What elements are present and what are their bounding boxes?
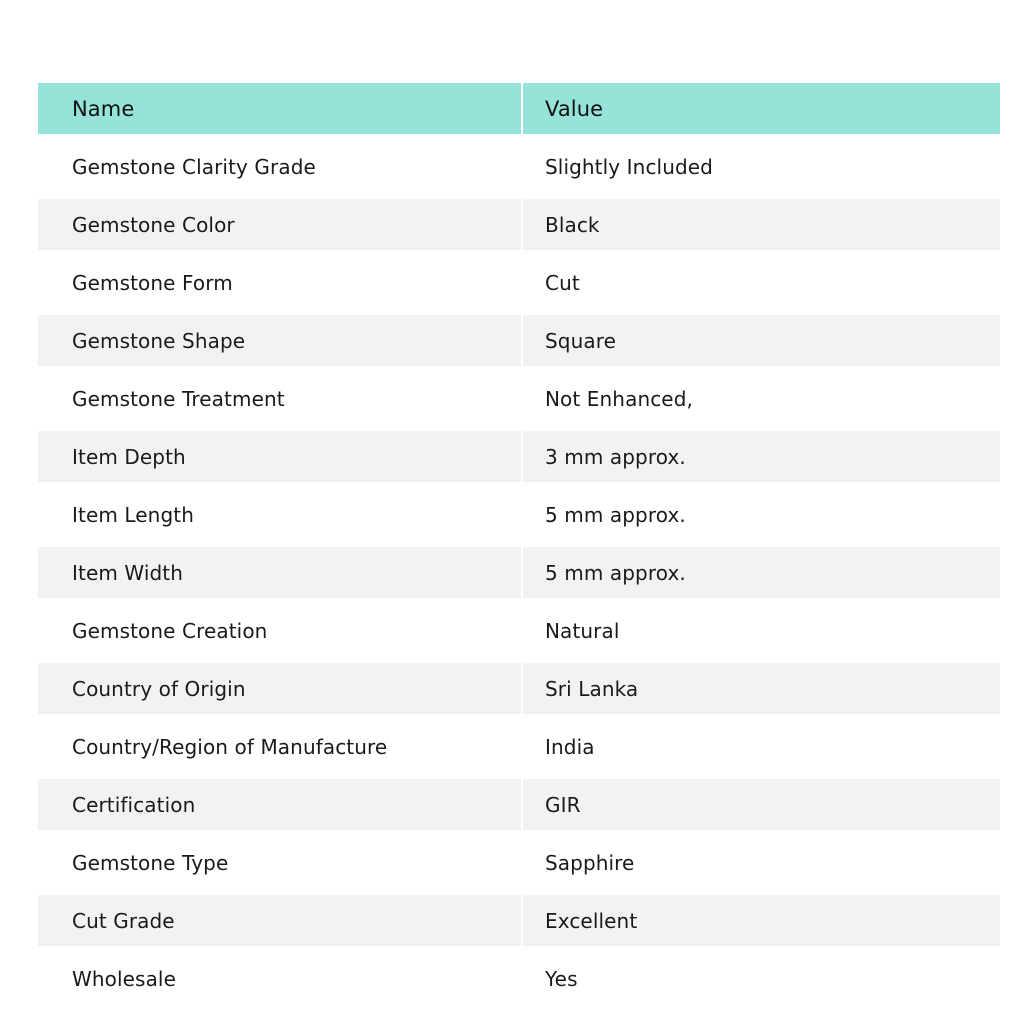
header-name: Name [38, 83, 523, 134]
row-name: Gemstone Form [38, 254, 523, 312]
table-row [38, 486, 1000, 544]
table-row [38, 254, 1000, 312]
table-row [38, 895, 1000, 946]
row-value: Natural [545, 619, 620, 643]
row-name: Gemstone Color [38, 199, 523, 250]
row-value: India [545, 735, 595, 759]
row-name: Item Width [38, 547, 523, 598]
table-header [38, 83, 1000, 134]
table-row [38, 138, 1000, 196]
row-value: Excellent [545, 908, 638, 933]
row-value: Sri Lanka [545, 676, 639, 701]
row-name: Gemstone Shape [38, 315, 523, 366]
row-value: 3 mm approx. [545, 444, 686, 469]
table-row [38, 718, 1000, 776]
row-value: 5 mm approx. [545, 560, 686, 585]
spec-table [38, 83, 1000, 1008]
row-value: Yes [545, 967, 578, 991]
row-name: Country/Region of Manufacture [38, 718, 523, 776]
header-value: Value [545, 96, 604, 121]
row-value: Slightly Included [545, 155, 713, 179]
row-name: Gemstone Treatment [38, 370, 523, 428]
table-row [38, 663, 1000, 714]
row-value: Sapphire [545, 851, 635, 875]
row-name: Item Length [38, 486, 523, 544]
table-row [38, 834, 1000, 892]
table-row [38, 547, 1000, 598]
row-name: Certification [38, 779, 523, 830]
table-row [38, 199, 1000, 250]
table-row [38, 315, 1000, 366]
row-name: Gemstone Type [38, 834, 523, 892]
row-name: Cut Grade [38, 895, 523, 946]
row-value: Square [545, 328, 617, 353]
row-name: Gemstone Clarity Grade [38, 138, 523, 196]
row-value: GIR [545, 792, 581, 817]
row-name: Item Depth [38, 431, 523, 482]
row-value: 5 mm approx. [545, 503, 686, 527]
table-row [38, 602, 1000, 660]
row-value: Cut [545, 271, 580, 295]
table-row [38, 370, 1000, 428]
row-value: Not Enhanced, [545, 387, 693, 411]
table-row [38, 950, 1000, 1008]
row-name: Gemstone Creation [38, 602, 523, 660]
row-name: Country of Origin [38, 663, 523, 714]
row-name: Wholesale [38, 950, 523, 1008]
row-value: Black [545, 212, 600, 237]
table-row [38, 431, 1000, 482]
table-row [38, 779, 1000, 830]
